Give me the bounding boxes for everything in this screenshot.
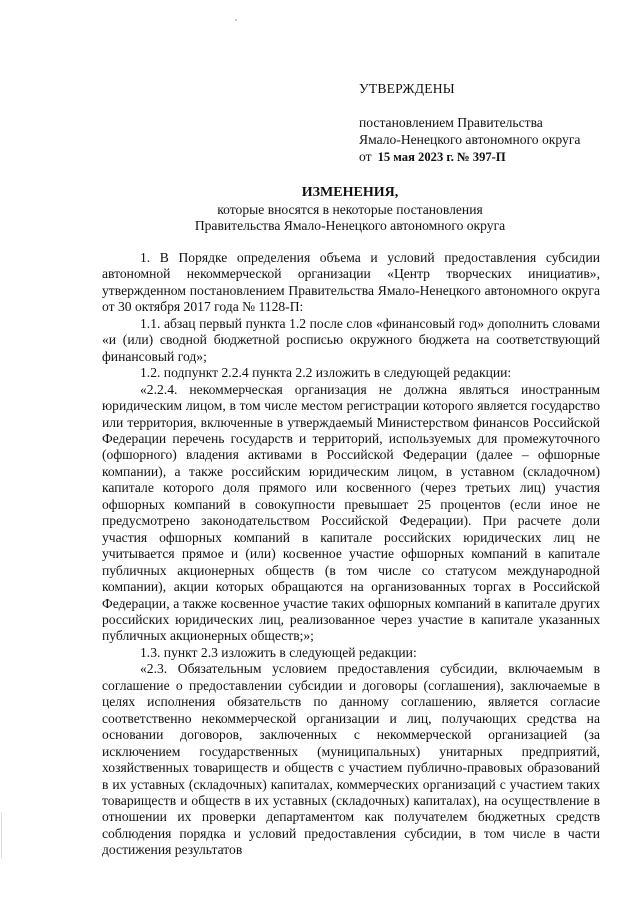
approval-line-2: Ямало-Ненецкого автономного округа [359,132,581,147]
paragraph-1-3: 1.3. пункт 2.3 изложить в следующей редакции: [140,644,417,660]
paragraph-1-1: 1.1. абзац первый пункта 1.2 после слов «финансовый год» дополнить словами «и (или) сводной бюджетной росписью окружного бюджета на соответствующий финансовый год»; [102,315,600,364]
approval-line-1: постановлением Правительства [359,115,543,130]
scan-edge-mark [1,812,2,858]
document-subtitle-line-2: Правительства Ямало-Ненецкого автономного округа [194,218,506,233]
paragraph-2-3-text: «2.3. Обязательным условием предоставления субсидии, включаемым в соглашение о предоставлении субсидии и договоры (соглашения), заключаемые в целях исполнения обязательств по данному соглашению, является согласие соответственно некоммерческой организации и лиц, получающих средства на основании договоров, заключенных с некоммерческой организацией (за исключением государственных (муниципальных) унитарных предприятий, хозяйственных товариществ и обществ с участием публично-правовых образований в их уставных (складочных) капиталах, коммерческих организаций с участием таких товариществ и обществ в их уставных (складочных) капиталах), на осуществление в отношении их проверки департаментом как получателем бюджетных средств соблюдения порядка и условий предоставления субсидии, в том числе в части достижения результатов [102,661,600,858]
document-body [102,250,600,859]
approval-heading: УТВЕРЖДЕНЫ [359,81,455,96]
paragraph-2-2-4-text: «2.2.4. некоммерческая организация не должна являться иностранным юридическим лицом, в том числе местом регистрации которого является государство или территория, включенные в утверждаемый Министерством финансов Российской Федерации перечень государств и территорий, используемых для промежуточного (офшорного) владения активами в Российской Федерации (далее – офшорные компании), а также российским юридическим лицом, в уставном (складочном) капитале которого доля прямого или косвенного (через третьих лиц) участия офшорных компаний в совокупности превышает 25 процентов (если иное не предусмотрено законодательством Российской Федерации). При расчете доли участия офшорных компаний в капитале российских юридических лиц не учитывается прямое и (или) косвенное участие офшорных компаний в капитале публичных акционерных обществ (в том числе со статусом международной компании), акции которых обращаются на организованных торгах в Российской Федерации, а также косвенное участие таких офшорных компаний в капитале других российских юридических лиц, реализованное через участие в капитале указанных публичных акционерных обществ;»; [102,381,600,644]
approval-date-prefix: от [359,149,372,164]
approval-date-value: 15 мая 2023 г. № 397-П [377,150,506,164]
document-title-block [100,185,600,235]
document-subtitle-line-1: которые вносятся в некоторые постановления [217,201,483,217]
scan-speck [235,19,237,21]
document-title: ИЗМЕНЕНИЯ, [301,185,399,200]
paragraph-1: 1. В Порядке определения объема и условий предоставления субсидии автономной некоммерческой организации «Центр творческих инициатив», утвержденном постановлением Правительства Ямало-Ненецкого автономного округа от 30 октября 2017 года № 1128-П: [102,250,600,315]
approval-stamp-block [359,80,629,166]
approval-date-line [359,148,629,166]
paragraph-1-2: 1.2. подпункт 2.2.4 пункта 2.2 изложить в следующей редакции: [140,365,512,381]
